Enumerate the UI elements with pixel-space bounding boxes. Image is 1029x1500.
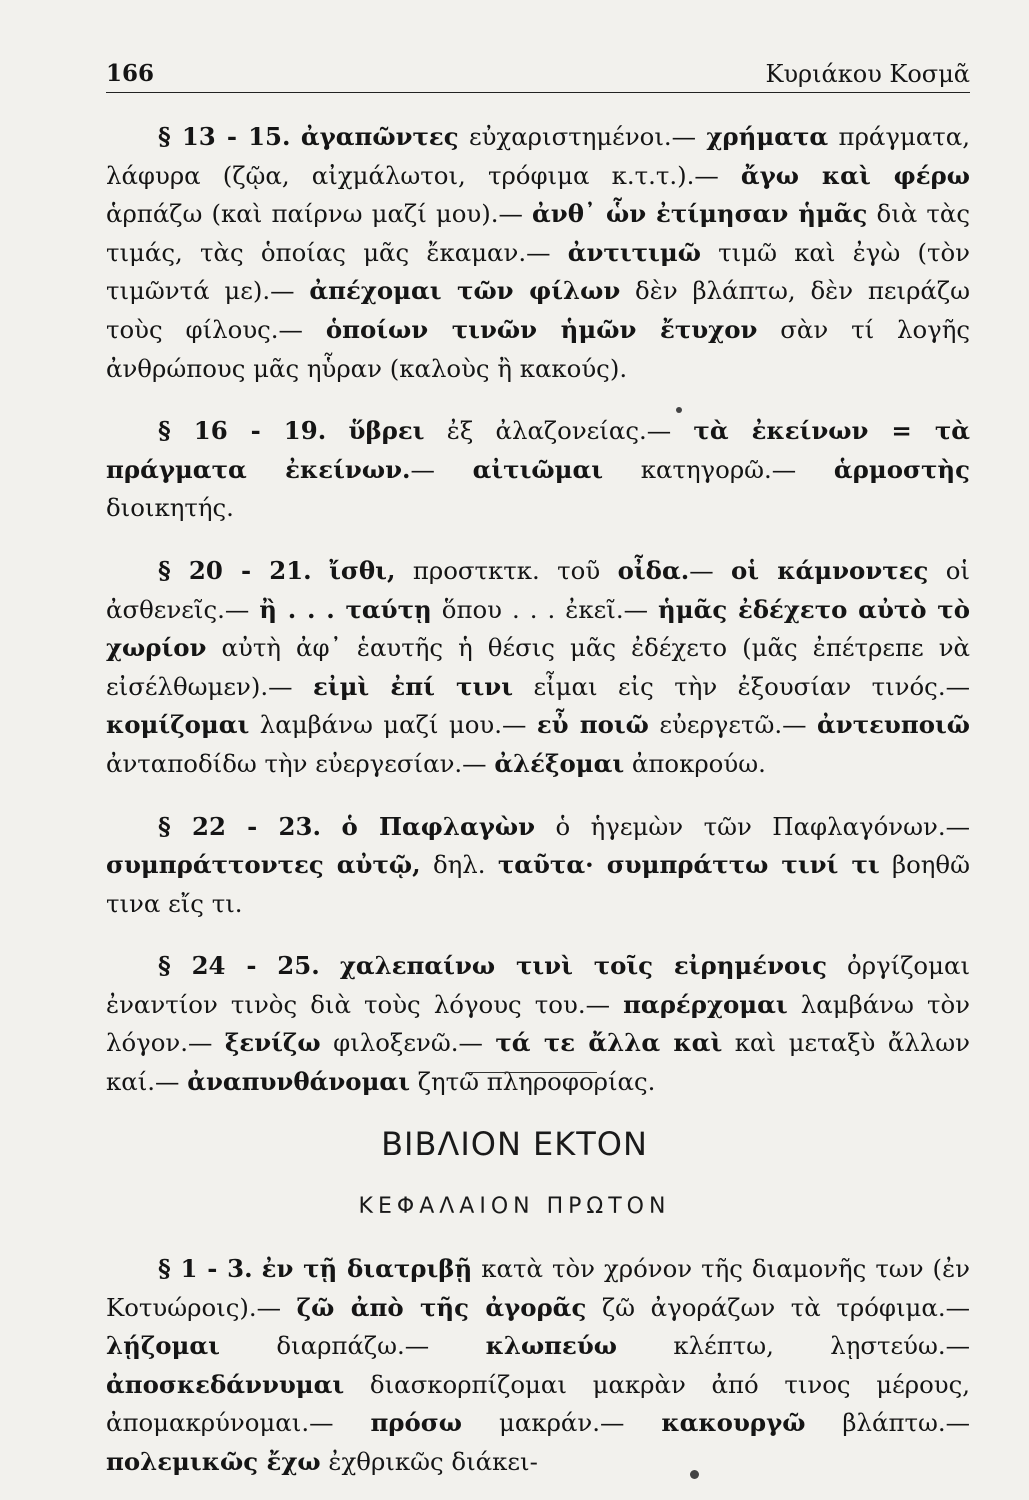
- glossary-term: ἀγαπῶντες: [300, 122, 459, 151]
- glossary-term: ἀντιτιμῶ: [567, 237, 701, 267]
- glossary-definition: εὐεργετῶ.—: [648, 710, 817, 740]
- section-number: § 20 - 21.: [158, 555, 312, 585]
- glossary-definition: —: [410, 454, 473, 484]
- glossary-term: ὕβρει: [348, 416, 425, 446]
- section-number: § 13 - 15.: [158, 122, 291, 151]
- glossary-definition: κατὰ τὸν χρόνον τῆς διαμονῆς των (ἐν Κοτυώροις).—: [106, 1254, 970, 1322]
- book-title: ΒΙΒΛΙΟΝ ΕΚΤΟΝ: [381, 1125, 648, 1163]
- glossary-definition: κλέπτω, λῃστεύω.—: [617, 1331, 970, 1361]
- glossary-term: οἱ κάμνοντες: [731, 555, 929, 585]
- glossary-definition: ἀποκρούω.: [624, 748, 766, 778]
- glossary-term: πολεμικῶς ἔχω: [106, 1446, 321, 1476]
- glossary-term: συμπράττοντες αὐτῷ,: [106, 850, 421, 880]
- glossary-term: κακουργῶ: [661, 1408, 806, 1438]
- glossary-term: αἰτιῶμαι: [472, 454, 604, 484]
- page-header: [106, 56, 970, 93]
- section-number: § 1 - 3.: [158, 1254, 253, 1283]
- glossary-term: παρέρχομαι: [623, 989, 788, 1019]
- glossary-term: ἀνθ᾽ ὧν ἐτίμησαν ἡμᾶς: [532, 199, 868, 229]
- glossary-term: ἀπέχομαι τῶν φίλων: [309, 276, 621, 306]
- glossary-definition: ἁρπάζω (καὶ παίρνω μαζί μου).—: [106, 199, 533, 229]
- glossary-paragraph-1-3: [106, 1250, 970, 1482]
- glossary-paragraph-24-25: [106, 947, 970, 1101]
- glossary-term: ἴσθι,: [329, 555, 396, 585]
- glossary-definition: ὀργίζομαι ἐναντίον τινὸς διὰ τοὺς λόγους του.—: [106, 951, 971, 1019]
- glossary-definition: τιμῶ καὶ ἐγὼ (τὸν τιμῶντά με).—: [106, 237, 970, 306]
- glossary-definition: διασκορπίζομαι μακρὰν ἀπό τινος μέρους, ἀπομακρύνομαι.—: [106, 1369, 970, 1438]
- glossary-term: ἄγω καὶ φέρω: [740, 160, 970, 190]
- glossary-definition: βοηθῶ τινα εἴς τι.: [106, 850, 970, 918]
- glossary-definition: διοικητής.: [106, 493, 234, 523]
- glossary-definition: ἐχθρικῶς διάκει-: [320, 1446, 538, 1476]
- ink-speck: [690, 1470, 699, 1479]
- glossary-term: ὁποίων τινῶν ἡμῶν ἔτυχον: [325, 314, 758, 344]
- section-number: § 22 - 23.: [158, 811, 321, 841]
- glossary-term: τά τε ἄλλα καὶ: [495, 1028, 723, 1058]
- glossary-definition: μακράν.—: [462, 1408, 662, 1438]
- glossary-term: ζῶ ἀπὸ τῆς ἀγορᾶς: [296, 1292, 587, 1322]
- glossary-text-upper: [106, 118, 970, 1102]
- glossary-definition: καὶ μεταξὺ ἄλλων καί.—: [106, 1028, 970, 1097]
- page-number: 166: [106, 60, 155, 87]
- glossary-definition: εἶμαι εἰς τὴν ἐξουσίαν τινός.—: [513, 671, 970, 701]
- glossary-term: ἡμᾶς ἐδέχετο αὐτὸ τὸ χωρίον: [106, 594, 970, 663]
- ink-speck: [676, 407, 682, 413]
- glossary-definition: ὁ ἡγεμὼν τῶν Παφλαγόνων.—: [535, 811, 970, 841]
- glossary-term: εὖ ποιῶ: [536, 710, 649, 740]
- section-number: § 16 - 19.: [158, 416, 327, 446]
- glossary-paragraph-13-15: [106, 118, 970, 388]
- glossary-term: ἀποσκεδάννυμαι: [106, 1369, 345, 1399]
- glossary-definition: ζῶ ἀγοράζων τὰ τρόφιμα.—: [586, 1292, 971, 1322]
- glossary-term: πρόσω: [370, 1408, 463, 1438]
- glossary-definition: πράγματα, λάφυρα (ζῷα, αἰχμάλωτοι, τρόφιμα κ.τ.τ.).—: [106, 122, 971, 190]
- glossary-term: κομίζομαι: [106, 710, 250, 740]
- glossary-term: ἁρμοστὴς: [833, 454, 970, 484]
- glossary-term: ἀναπυνθάνομαι: [187, 1067, 411, 1097]
- glossary-text-lower: [106, 1250, 970, 1482]
- glossary-term: τὰ ἐκείνων = τὰ πράγματα ἐκείνων.: [106, 416, 970, 484]
- glossary-term: ἢ . . . ταύτῃ: [259, 594, 432, 624]
- glossary-term: χρήματα: [706, 122, 829, 151]
- glossary-term: ταῦτα· συμπράττω τινί τι: [497, 850, 880, 880]
- glossary-definition: ἐξ ἀλαζονείας.—: [424, 416, 694, 446]
- section-number: § 24 - 25.: [158, 951, 320, 981]
- glossary-definition: σὰν τί λογῆς ἀνθρώπους μᾶς ηὗραν (καλοὺς ἢ κακούς).: [106, 314, 971, 383]
- glossary-definition: λαμβάνω τὸν λόγον.—: [106, 989, 970, 1058]
- glossary-term: ἀλέξομαι: [494, 748, 625, 778]
- glossary-definition: διαρπάζω.—: [219, 1331, 486, 1361]
- glossary-term: κλωπεύω: [485, 1331, 617, 1361]
- section-divider: [467, 1072, 597, 1073]
- glossary-definition: ζητῶ πληροφορίας.: [410, 1067, 656, 1097]
- glossary-definition: λαμβάνω μαζί μου.—: [249, 710, 537, 740]
- glossary-term: οἶδα.: [617, 555, 690, 585]
- glossary-definition: ἀνταποδίδω τὴν εὐεργεσίαν.—: [106, 748, 495, 778]
- glossary-term: ὁ Παφλαγὼν: [341, 811, 535, 841]
- glossary-definition: αὐτὴ ἀφ᾽ ἑαυτῆς ἡ θέσις μᾶς ἐδέχετο (μᾶς ἐπέτρεπε νὰ εἰσέλθωμεν).—: [106, 633, 970, 701]
- glossary-paragraph-22-23: [106, 808, 970, 924]
- glossary-term: χαλεπαίνω τινὶ τοῖς εἰρημένοις: [339, 951, 827, 981]
- glossary-definition: εὐχαριστημένοι.—: [458, 122, 707, 151]
- chapter-title: ΚΕΦΑΛΑΙΟΝ ΠΡΩΤΟΝ: [358, 1194, 671, 1219]
- glossary-definition: διὰ τὰς τιμάς, τὰς ὁποίας μᾶς ἔκαμαν.—: [106, 199, 970, 267]
- glossary-definition: δηλ.: [420, 850, 498, 880]
- glossary-definition: κατηγορῶ.—: [603, 454, 834, 484]
- glossary-term: εἰμὶ ἐπί τινι: [312, 671, 513, 701]
- glossary-paragraph-20-21: [106, 552, 970, 784]
- glossary-definition: δὲν βλάπτω, δὲν πειράζω τοὺς φίλους.—: [106, 276, 970, 344]
- glossary-term: λῄζομαι: [106, 1331, 220, 1361]
- glossary-definition: προστκτκ. τοῦ: [395, 555, 618, 585]
- glossary-paragraph-16-19: [106, 412, 970, 528]
- glossary-definition: —: [689, 555, 732, 585]
- glossary-definition: βλάπτω.—: [805, 1408, 970, 1438]
- glossary-definition: ὅπου . . . ἐκεῖ.—: [431, 594, 658, 624]
- glossary-term: ἐν τῇ διατριβῇ: [261, 1254, 473, 1283]
- glossary-term: ξενίζω: [224, 1028, 321, 1058]
- glossary-term: ἀντευποιῶ: [817, 710, 971, 740]
- running-title: Κυριάκου Κοσμᾶ: [765, 60, 970, 88]
- glossary-definition: οἱ ἀσθενεῖς.—: [106, 555, 970, 624]
- glossary-definition: φιλοξενῶ.—: [320, 1028, 496, 1058]
